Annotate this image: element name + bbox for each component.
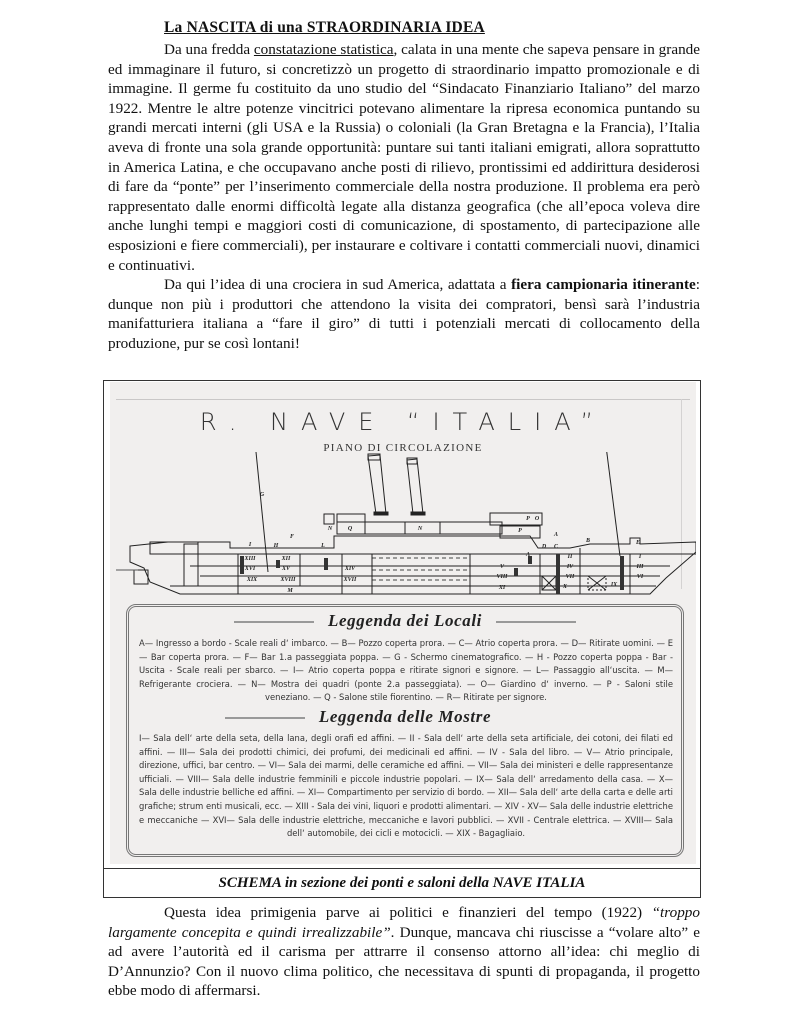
para1-underlined: constatazione statistica	[253, 41, 394, 58]
funnel-1	[368, 454, 388, 515]
heading-rule	[225, 717, 305, 719]
label-M: M	[287, 588, 293, 594]
heading-rule	[496, 621, 576, 623]
legend-locali-heading	[129, 611, 681, 631]
label-XI: XI	[498, 585, 506, 591]
legend-locali-text: A— Ingresso a bordo - Scale reali d‘ imbarco. — B— Pozzo coperta prora. — C— Atrio coperta prora. — D— Ritirate uomini. — E— Bar coperta prora. — F— Bar 1.a passeggiata poppa. — G - Schermo cinematografico. — H - Pozzo coperta poppa - Bar - Uscita - Scale reali per sbarco. — I— Atrio coperta poppa e ritirate signori e signore. — L— Passaggio all‘uscita. — M— Refrigerante crociera. — N— Mostra dei quadri (ponte 2.a passeggiata). — O— Giardino d‘ inverno. — P - Saloni stile veneziano. — Q - Salone stile fiorentino. — R— Ritirate per signore.	[139, 638, 673, 703]
label-VII: VII	[565, 574, 575, 580]
label-G: G	[259, 492, 265, 498]
label-F: F	[289, 534, 295, 540]
label-XIII: XIII	[244, 556, 256, 562]
para2-lead: Da qui l’idea di una crociera in sud America, adattata a	[164, 276, 512, 294]
ship-cross-section-drawing	[110, 452, 696, 604]
para3-lead: Questa idea primigenia parve ai politici e finanzieri del tempo (1922)	[164, 904, 652, 921]
label-I: I	[248, 542, 252, 548]
label-P: P	[518, 528, 522, 534]
label-VI: VI	[636, 574, 644, 580]
label-II: II	[567, 554, 573, 560]
cross-box	[542, 576, 556, 590]
label-N: N	[417, 526, 423, 532]
heading-rule	[234, 621, 314, 623]
label-Q: Q	[347, 526, 353, 532]
label-O: O	[534, 516, 540, 522]
label-D: D	[541, 544, 547, 550]
ship-subtitle: PIANO DI CIRCOLAZIONE	[323, 442, 483, 454]
body-paragraph-intro	[108, 40, 700, 354]
para1-rest: , calata in una mente che sapeva pensare in grande ed immaginare il futuro, si concretizzò un progetto di straordinario impatto promozionale e di immagine. Il germe fu costituito da uno studio del “Sindacato Finanziario Italiano” del marzo 1922. Mentre le altre potenze vincitrici potevano alimentare la ripresa economica puntando su grandi mercati interni (gli USA e la Russia) o coloniali (la Gran Bretagna e la Francia), l’Italia aveva di fronte una sola grande opportunità: puntare sui tanti italiani emigrati, allora soprattutto in America Latina, e che occupavano anche posti di rilievo, prontissimi ed addirittura desiderosi di fare da “ponte” per l’inserimento commerciale della nostra produzione. Il problema era però rappresentato dalle enormi difficoltà legate alla distanza geografica (che all’epoca voleva dire anche lunghi tempi e maggiori costi di comunicazione, di spostamento, di partecipazione alle esposizioni e fiere commerciali), per instaurare e coltivare i contatti commerciali nuovi, dinamici e continuativi.	[108, 41, 700, 274]
para2-rest: : dunque non più i produttori che attendono la visita dei compratori, bensì sarà l’industria manifatturiera italiana a “fare il giro” di tutti i potenziali mercati di collocamento della produzione, pur se così lontani!	[108, 276, 700, 352]
legend-mostre-text: I— Sala dell‘ arte della seta, della lana, degli orafi ed affini. — II - Sala dell‘ arte della seta artificiale, dei cotoni, dei filati ed affini. — III— Sala dei prodotti chimici, dei profumi, dei medicinali ed affini. — IV - Sala del libro. — V— Atrio principale, direzione, uffici, bar centro. — VI— Sala dei marmi, delle ceramiche ed affini. — VII— Sala dei ministeri e delle rappresentanze ufficiali. — VIII— Sala delle industrie femminili e piccole industrie popolari. — IX— Sala dell‘ arredamento della casa. — X— Sala delle industrie belliche ed affini. — XI— Compartimento per servizio di bordo. — XII— Sala dell‘ arte della carta e delle arti grafiche; strum enti musicali, ecc. — XIII - Sala dei vini, liquori e prodotti alimentari. — XIV - XV— Sala delle industrie elettriche e meccaniche — XVI— Sala delle industrie elettriche, meccaniche e lavori pubblici. — XVII - Centrale elettrica. — XVIII— Sala dell‘ automobile, dei cicli e motocicli. — XIX - Bagagliaio.	[139, 733, 673, 839]
ship-title: R. NAVE “ITALIA”	[199, 408, 607, 436]
label-A: A	[525, 552, 531, 558]
label-A: A	[553, 532, 559, 538]
body-paragraph-closing	[108, 903, 700, 1001]
label-I: I	[638, 554, 642, 560]
label-VIII: VIII	[496, 574, 508, 580]
label-P: P	[526, 516, 530, 522]
page-title: La NASCITA di una STRAORDINARIA IDEA	[164, 19, 485, 36]
label-XVI: XVI	[244, 566, 256, 572]
label-XII: XII	[281, 556, 291, 562]
label-IV: IV	[566, 564, 574, 570]
legend-box	[126, 604, 684, 857]
cross-box	[588, 576, 606, 590]
label-C: C	[553, 544, 559, 550]
legend-mostre-title: Leggenda delle Mostre	[318, 707, 492, 726]
label-III: III	[636, 564, 644, 570]
label-XV: XV	[281, 566, 291, 572]
para3-rest: . Dunque, mancava chi riuscisse a “volare alto” e ad avere l’autorità ed il carisma per attrarre il consenso attorno all’idea: chi meglio di D’Annunzio? Con il nuovo clima politico, che necessitava di spunti di propaganda, il progetto ebbe modo di affermarsi.	[108, 923, 701, 1000]
label-L: L	[321, 543, 325, 549]
para1-lead: Da una fredda	[164, 41, 254, 58]
para3-quote: “troppo largamente concepita e quindi irrealizzabile”	[108, 904, 700, 941]
plate-rule	[116, 399, 690, 400]
label-XIV: XIV	[344, 566, 356, 572]
aft-mast	[606, 452, 620, 556]
legend-locali-title: Leggenda dei Locali	[328, 611, 482, 630]
label-N: N	[327, 526, 333, 532]
label-V: V	[499, 564, 505, 570]
ship-labels	[243, 492, 644, 594]
label-E: E	[635, 540, 641, 546]
funnel-2	[407, 458, 425, 515]
label-XIX: XIX	[246, 577, 258, 583]
ship-plan-plate	[110, 382, 696, 864]
legend-mostre-heading	[129, 707, 681, 727]
figure-caption: SCHEMA in sezione dei ponti e saloni della NAVE ITALIA	[104, 868, 700, 898]
label-H: H	[273, 543, 279, 549]
label-XVIII: XVIII	[280, 577, 296, 583]
label-B: B	[585, 538, 591, 544]
ship-figure	[103, 380, 701, 898]
para2-bold: fiera campionaria itinerante	[511, 276, 696, 294]
label-XVII: XVII	[343, 577, 357, 583]
label-X: X	[562, 584, 568, 590]
label-IX: IX	[610, 582, 618, 588]
